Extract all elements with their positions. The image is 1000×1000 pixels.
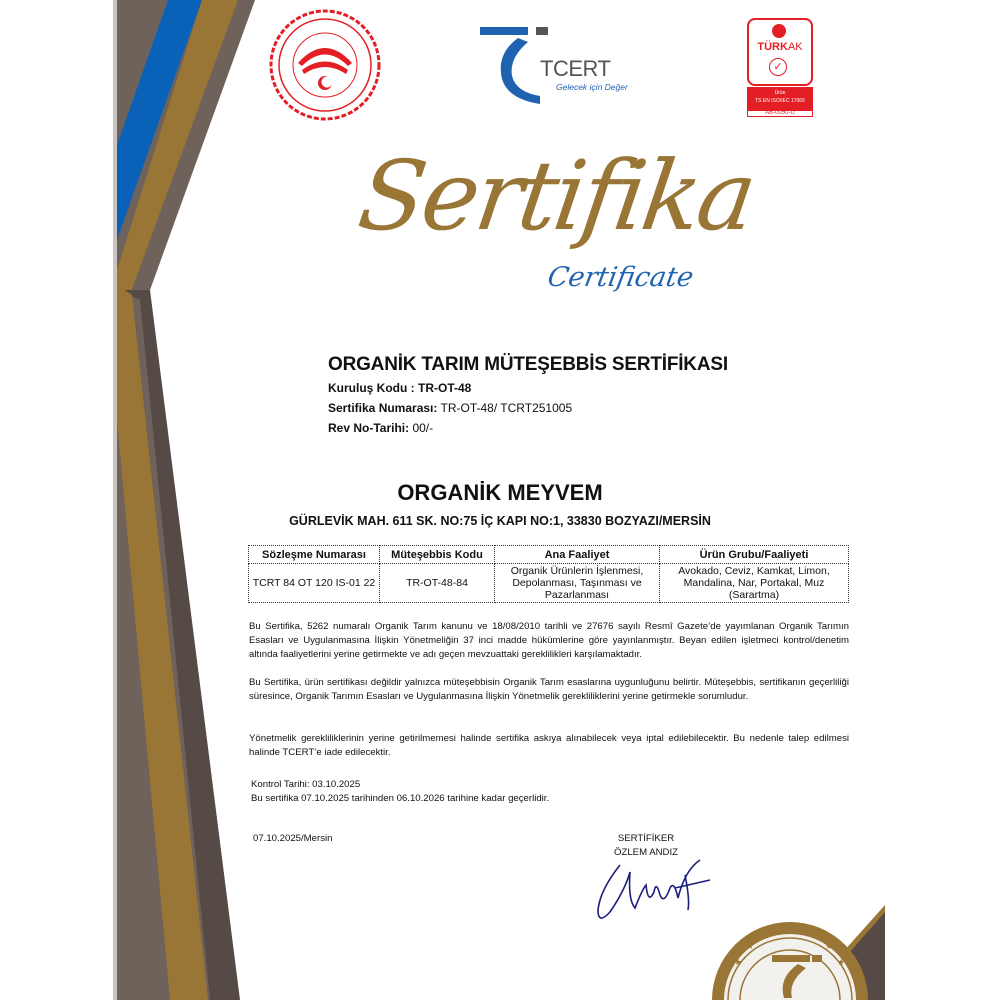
- turkak-line1: Ürün: [774, 90, 786, 96]
- tcert-logo: [478, 24, 648, 104]
- certifier-name: ÖZLEM ANDIZ: [614, 847, 678, 858]
- turkak-a: TÜRK: [757, 41, 788, 53]
- validity-range: Bu sertifika 07.10.2025 tarihinden 06.10.2026 tarihine kadar geçerlidir.: [251, 793, 550, 804]
- table-header: Sözleşme Numarası: [249, 546, 380, 564]
- company-address: GÜRLEVİK MAH. 611 SK. NO:75 İÇ KAPI NO:1, 33830 BOZYAZI/MERSİN: [289, 514, 711, 528]
- table-header-row: [249, 546, 849, 564]
- table-cell: TR-OT-48-84: [380, 564, 495, 603]
- table-header: Ürün Grubu/Faaliyeti: [660, 546, 849, 564]
- svg-text:★: ★: [786, 923, 795, 933]
- control-date: Kontrol Tarihi: 03.10.2025: [251, 779, 361, 790]
- turkak-logo: TÜRKAK ✓ Ürün TS EN ISO/IEC 17065 AB-0050-U: [747, 18, 813, 116]
- turkak-code: AB-0050-U: [747, 109, 813, 117]
- sertifika-numarasi: [328, 401, 572, 415]
- table-cell: TCRT 84 OT 120 IS-01 22: [249, 564, 380, 603]
- table-cell: Avokado, Ceviz, Kamkat, Limon, Mandalina, Nar, Portakal, Muz (Sarartma): [660, 564, 849, 603]
- sertifika-label: Sertifika Numarası:: [328, 401, 438, 415]
- place-date: 07.10.2025/Mersin: [253, 833, 333, 844]
- rev-value: 00/-: [409, 421, 434, 435]
- company-name: ORGANİK MEYVEM: [397, 480, 603, 505]
- certificate-table: [248, 545, 849, 603]
- sertifika-value: TR-OT-48/ TCRT251005: [437, 401, 573, 415]
- svg-text:★: ★: [807, 928, 816, 938]
- svg-text:★: ★: [837, 957, 846, 967]
- signature: [590, 850, 720, 930]
- rev-label: Rev No-Tarihi:: [328, 421, 410, 435]
- paragraph: Yönetmelik gerekliliklerinin yerine getirilmemesi halinde sertifika askıya alınabilecek veya iptal edilebilecektir. Bu nedenle talep edilmesi halinde TCERT’e iade edilecektir.: [249, 733, 849, 758]
- rev-no: [328, 421, 433, 435]
- svg-text:★: ★: [746, 941, 755, 951]
- tcert-seal: [712, 912, 872, 1000]
- svg-text:★: ★: [764, 928, 773, 938]
- table-cell: Organik Ürünlerin İşlenmesi, Depolanması, Taşınması ve Pazarlanması: [495, 564, 660, 603]
- script-title: Sertifika: [352, 140, 761, 252]
- script-subtitle: Certificate: [545, 262, 696, 293]
- kurulus-kodu: Kuruluş Kodu : TR-OT-48: [328, 381, 472, 395]
- table-header: Müteşebbis Kodu: [380, 546, 495, 564]
- certificate-title: ORGANİK TARIM MÜTEŞEBBİS SERTİFİKASI: [328, 354, 728, 375]
- tcert-tagline: Gelecek için Değer: [556, 82, 628, 92]
- svg-text:★: ★: [825, 941, 834, 951]
- ministry-seal-logo: [268, 8, 382, 122]
- tcert-name: TCERT: [540, 56, 611, 81]
- certifier-title: SERTİFİKER: [617, 833, 675, 844]
- table-header: Ana Faaliyet: [495, 546, 660, 564]
- turkak-b: AK: [787, 41, 803, 53]
- table-row: [249, 564, 849, 603]
- paragraph: Bu Sertifika, ürün sertifikası değildir yalnızca müteşebbisin Organik Tarım esaslarına uygunluğunu belirtir. Müteşebbis, sertifikanın geçerliliği süresince, Organik Tarımın Esasları ve Uygulanmasına İlişkin Yönetmelik gerekliliklerini yerine getirmekle sorumludur.: [249, 677, 849, 702]
- svg-text:★: ★: [734, 957, 743, 967]
- turkak-line2: TS EN ISO/IEC 17065: [755, 98, 805, 104]
- paragraph: Bu Sertifika, 5262 numaralı Organik Tarım kanunu ve 18/08/2010 tarihli ve 27676 sayılı Resmî Gazete’de yayımlanan Organik Tarımın Esasları ve Uygulanmasına İlişkin Yönetmeliğin 37 inci madde hükümlerine göre yayınlanmıştır. Beyan edilen işletmeci kontrol/denetim altında faaliyetlerini yerine getirmekte ve adı geçen mevzuattaki gereklilikleri karşılamaktadır.: [249, 621, 849, 660]
